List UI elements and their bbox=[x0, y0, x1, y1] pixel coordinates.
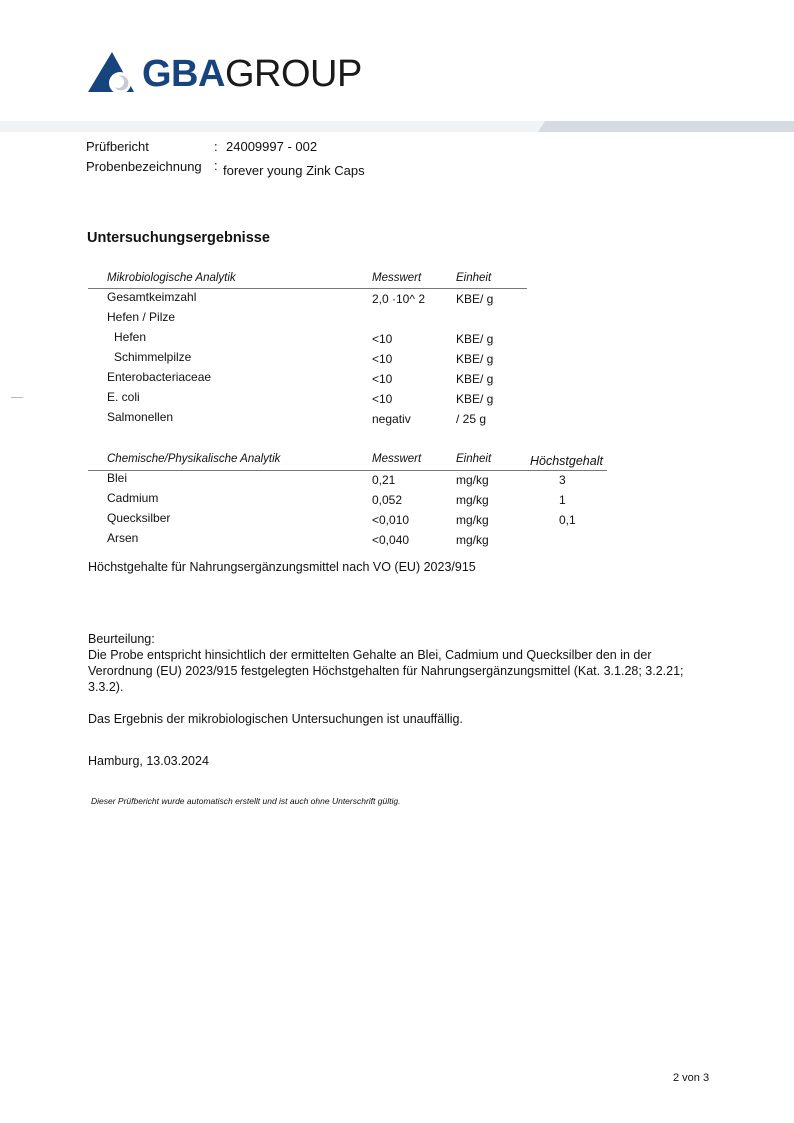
chem-cell-unit: mg/kg bbox=[456, 493, 489, 507]
table-row bbox=[0, 350, 794, 370]
micro-header-name: Mikrobiologische Analytik bbox=[107, 272, 236, 284]
micro-cell-name: Enterobacteriaceae bbox=[107, 370, 212, 384]
chem-cell-name: Cadmium bbox=[107, 491, 159, 505]
gba-group-logo bbox=[88, 52, 362, 95]
assessment-line-2: Verordnung (EU) 2023/915 festgelegten Höchstgehalten für Nahrungsergänzungsmittel (Kat. 3.1.28; 3.2.21; bbox=[88, 664, 684, 678]
table-row bbox=[0, 471, 794, 491]
micro-cell-unit: KBE/ g bbox=[456, 332, 494, 346]
micro-header-value: Messwert bbox=[372, 272, 422, 284]
micro-cell-unit: KBE/ g bbox=[456, 372, 494, 386]
place-date: Hamburg, 13.03.2024 bbox=[88, 754, 209, 768]
page-number: 2 von 3 bbox=[673, 1072, 710, 1084]
logo-brand-regular: GROUP bbox=[224, 53, 362, 95]
margin-fold-mark bbox=[11, 397, 23, 398]
table-row bbox=[0, 330, 794, 350]
chem-cell-name: Blei bbox=[107, 471, 128, 485]
micro-cell-name: Schimmelpilze bbox=[114, 350, 192, 364]
table-row bbox=[0, 370, 794, 390]
micro-cell-unit: KBE/ g bbox=[456, 292, 494, 306]
label-pruefbericht: Prüfbericht bbox=[86, 139, 149, 154]
chem-cell-unit: mg/kg bbox=[456, 533, 489, 547]
chem-cell-value: 0,21 bbox=[372, 473, 396, 487]
micro-cell-unit: KBE/ g bbox=[456, 352, 494, 366]
micro-header-rule bbox=[88, 288, 527, 289]
chem-cell-value: <0,010 bbox=[372, 513, 410, 527]
table-row bbox=[0, 531, 794, 551]
micro-cell-value: 2,0 ·10^ 2 bbox=[372, 292, 425, 306]
logo-brand-bold: GBA bbox=[142, 53, 225, 95]
disclaimer: Dieser Prüfbericht wurde automatisch erstellt und ist auch ohne Unterschrift gültig. bbox=[91, 796, 401, 806]
sample-name: forever young Zink Caps bbox=[223, 163, 365, 178]
micro-header-unit: Einheit bbox=[456, 272, 492, 284]
chem-cell-name: Arsen bbox=[107, 531, 139, 545]
micro-cell-name: Salmonellen bbox=[107, 410, 174, 424]
table-row bbox=[0, 511, 794, 531]
micro-cell-unit: / 25 g bbox=[456, 412, 487, 426]
chem-cell-max: 1 bbox=[559, 493, 566, 507]
label-probenbezeichnung: Probenbezeichnung bbox=[86, 159, 202, 174]
micro-cell-value: <10 bbox=[372, 332, 393, 346]
chem-cell-value: 0,052 bbox=[372, 493, 403, 507]
chem-header-value: Messwert bbox=[372, 453, 422, 465]
limits-note: Höchstgehalte für Nahrungsergänzungsmittel nach VO (EU) 2023/915 bbox=[88, 560, 476, 574]
chem-header-name: Chemische/Physikalische Analytik bbox=[107, 453, 281, 465]
section-title: Untersuchungsergebnisse bbox=[87, 230, 270, 246]
micro-cell-name: Gesamtkeimzahl bbox=[107, 290, 197, 304]
micro-result-text: Das Ergebnis der mikrobiologischen Untersuchungen ist unauffällig. bbox=[88, 712, 463, 726]
chem-cell-unit: mg/kg bbox=[456, 513, 489, 527]
chem-table bbox=[0, 453, 794, 553]
micro-cell-name: Hefen / Pilze bbox=[107, 310, 176, 324]
table-row bbox=[0, 410, 794, 430]
chem-cell-value: <0,040 bbox=[372, 533, 410, 547]
table-row bbox=[0, 390, 794, 410]
micro-cell-unit: KBE/ g bbox=[456, 392, 494, 406]
micro-cell-name: Hefen bbox=[114, 330, 147, 344]
micro-cell-name: E. coli bbox=[107, 390, 140, 404]
assessment-line-3: 3.3.2). bbox=[88, 680, 124, 694]
chem-cell-name: Quecksilber bbox=[107, 511, 171, 525]
colon-probenbezeichnung: : bbox=[214, 158, 218, 173]
assessment-line-1: Die Probe entspricht hinsichtlich der ermittelten Gehalte an Blei, Cadmium und Quecksilber den in der bbox=[88, 648, 652, 662]
chem-header-max: Höchstgehalt bbox=[530, 454, 603, 468]
logo-wordmark bbox=[142, 52, 362, 96]
chem-header-unit: Einheit bbox=[456, 453, 492, 465]
micro-cell-value: <10 bbox=[372, 372, 393, 386]
colon-pruefbericht: : bbox=[214, 139, 218, 154]
report-number: 24009997 - 002 bbox=[226, 139, 318, 154]
chem-cell-max: 0,1 bbox=[559, 513, 576, 527]
chem-cell-max: 3 bbox=[559, 473, 566, 487]
table-row bbox=[0, 491, 794, 511]
chem-cell-unit: mg/kg bbox=[456, 473, 489, 487]
micro-table bbox=[0, 272, 794, 432]
table-row bbox=[0, 310, 794, 330]
table-row bbox=[0, 290, 794, 310]
micro-cell-value: <10 bbox=[372, 352, 393, 366]
micro-cell-value: <10 bbox=[372, 392, 393, 406]
assessment-label: Beurteilung: bbox=[88, 632, 155, 646]
header-band bbox=[0, 121, 794, 132]
micro-cell-value: negativ bbox=[372, 412, 411, 426]
gba-logo-icon bbox=[88, 52, 136, 92]
